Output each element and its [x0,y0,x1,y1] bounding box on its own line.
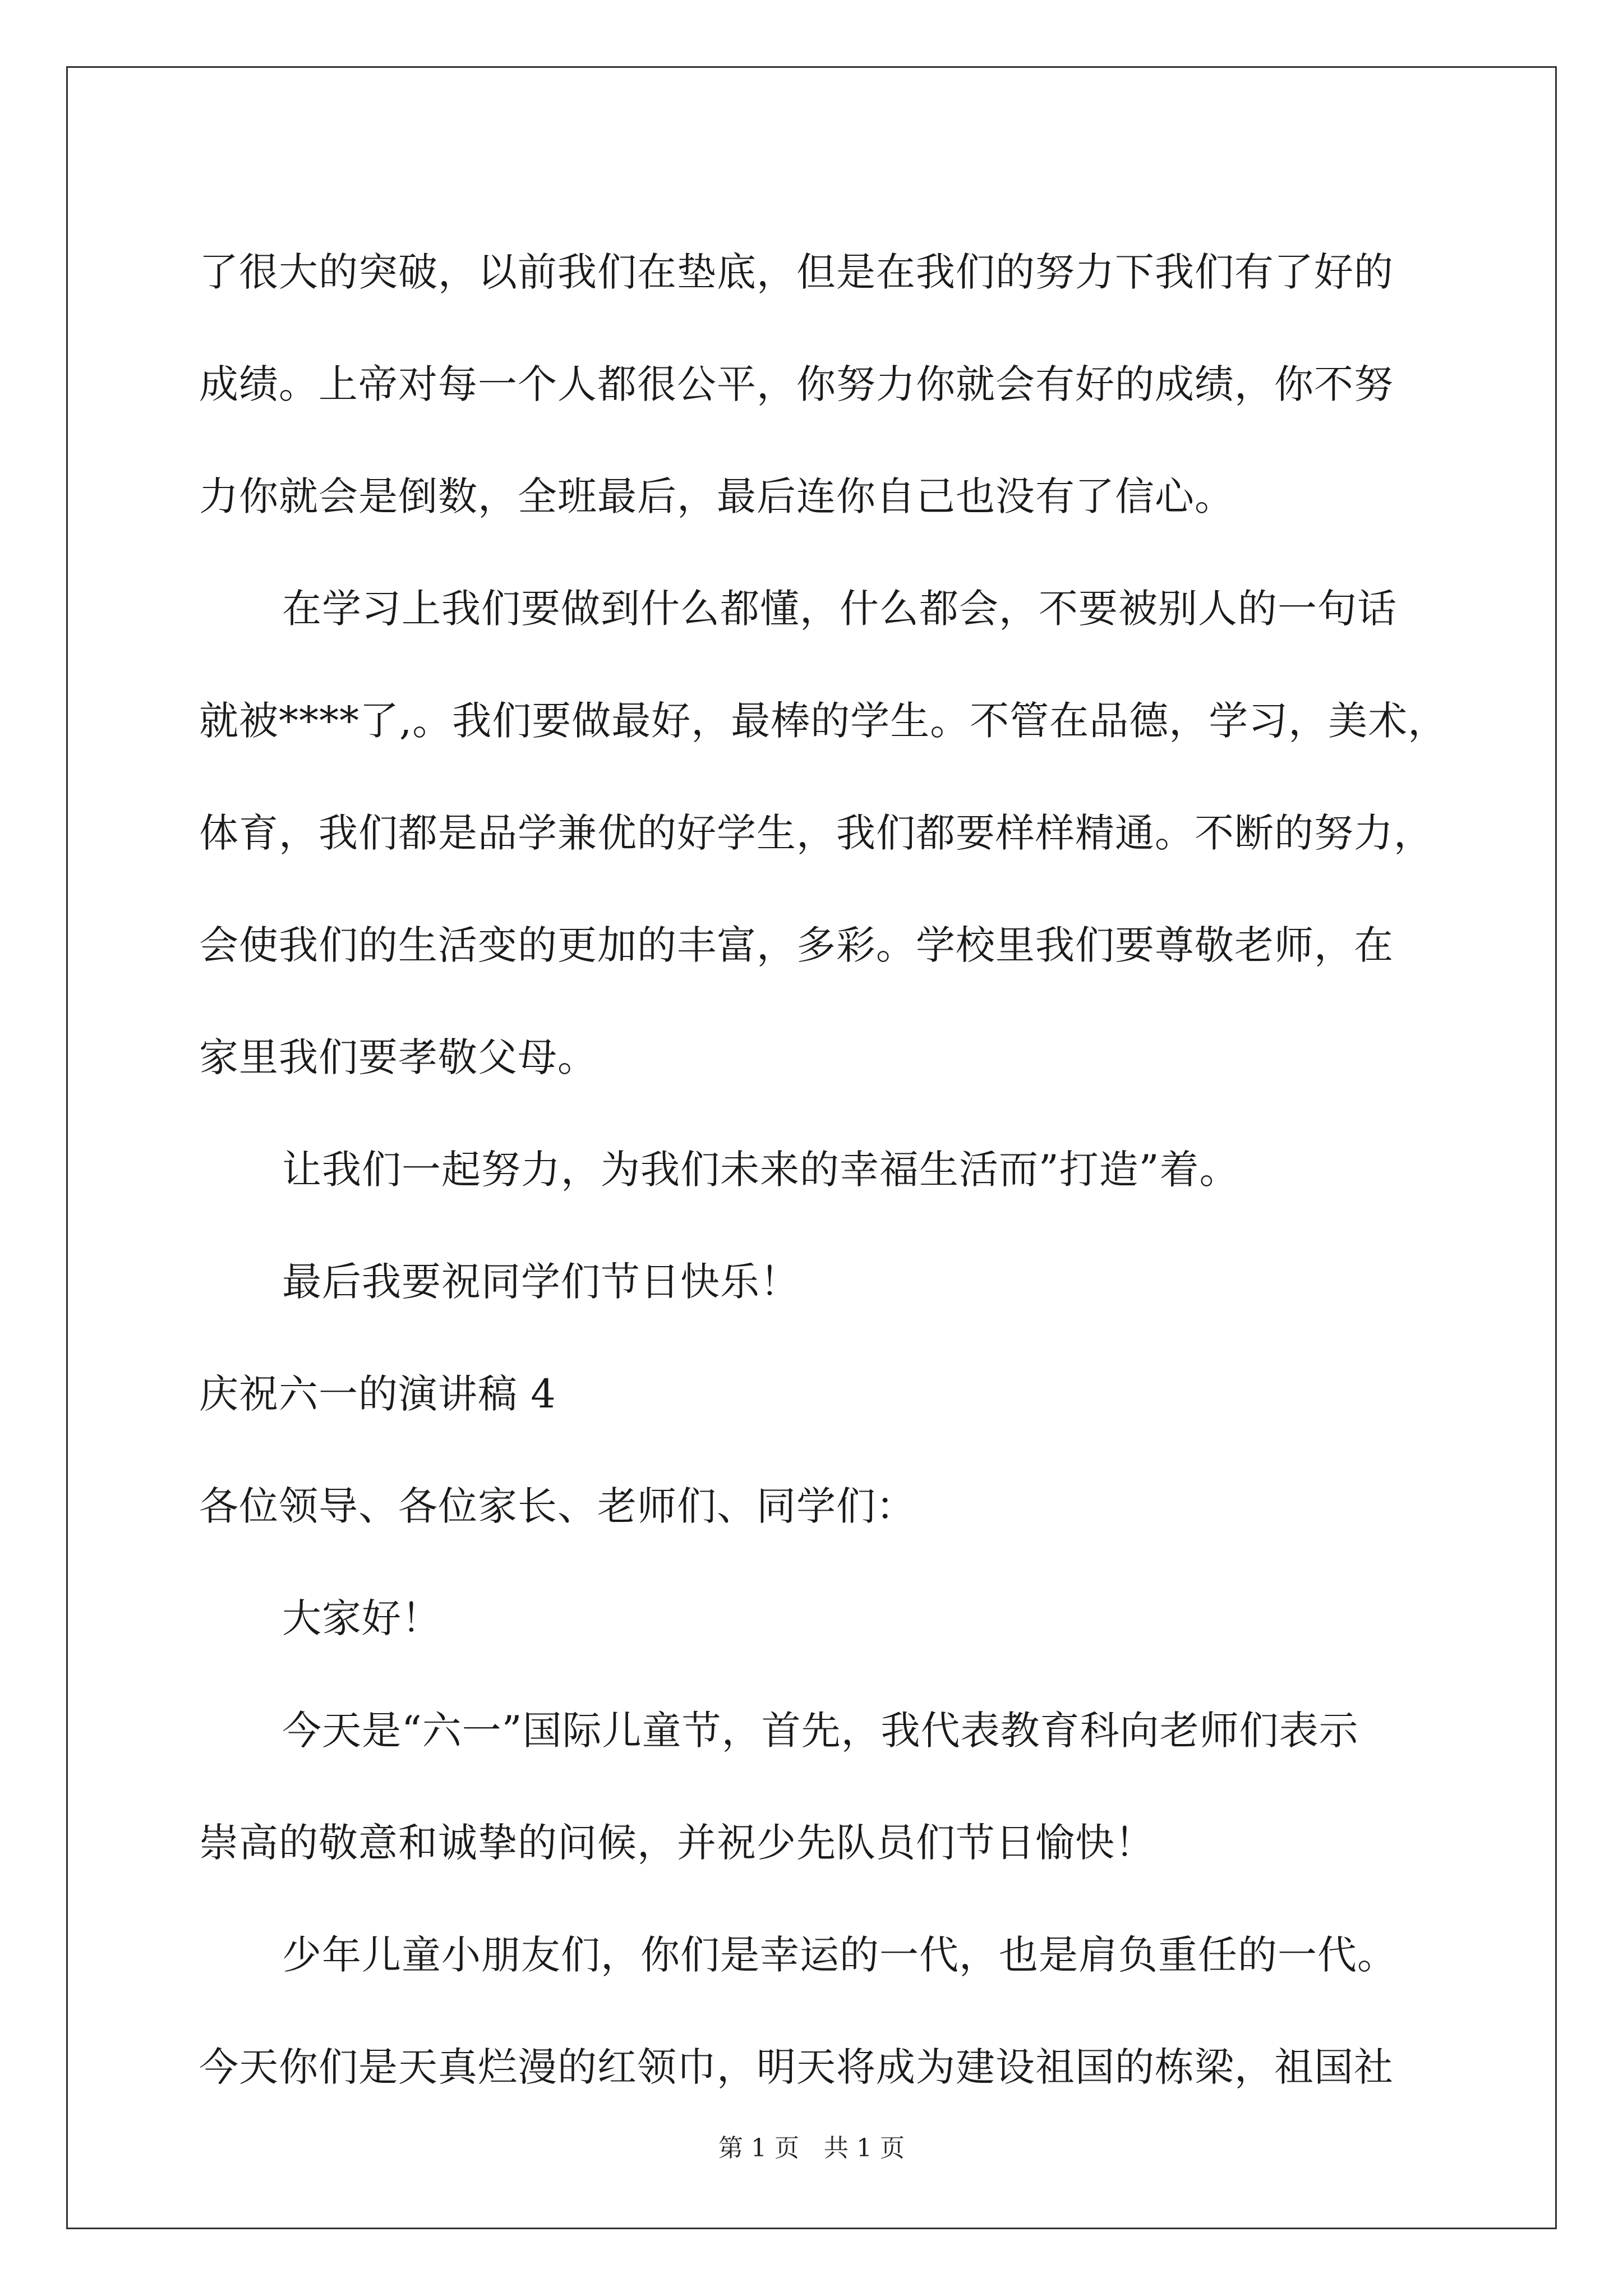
paragraph-start-line: 最后我要祝同学们节日快乐！ [282,1259,800,1305]
text-line: 崇高的敬意和诚挚的问候，并祝少先队员们节日愉快！ [199,1820,1155,1866]
text-line: 家里我们要孝敬父母。 [199,1034,597,1080]
text-line: 成绩。上帝对每一个人都很公平，你努力你就会有好的成绩，你不努 [199,361,1394,407]
text-line: 了很大的突破，以前我们在垫底，但是在我们的努力下我们有了好的 [199,249,1394,295]
text-line: 今天你们是天真烂漫的红领巾，明天将成为建设祖国的栋梁，祖国社 [199,2044,1394,2090]
document-body [199,216,1448,2123]
text-line: 体育，我们都是品学兼优的好学生，我们都要样样精通。不断的努力， [199,810,1433,856]
paragraph-start-line: 在学习上我们要做到什么都懂，什么都会，不要被别人的一句话 [282,586,1397,632]
paragraph-start-line: 今天是“六一”国际儿童节，首先，我代表教育科向老师们表示 [282,1708,1359,1754]
text-line: 力你就会是倒数，全班最后，最后连你自己也没有了信心。 [199,473,1234,519]
salutation-line: 各位领导、各位家长、老师们、同学们： [199,1483,916,1529]
page-footer: 第 1 页 共 1 页 [718,2134,905,2162]
paragraph-start-line: 少年儿童小朋友们，你们是幸运的一代，也是肩负重任的一代。 [282,1932,1397,1978]
greeting-line: 大家好！ [282,1595,441,1641]
text-line: 会使我们的生活变的更加的丰富，多彩。学校里我们要尊敬老师，在 [199,922,1394,968]
paragraph-start-line: 让我们一起努力，为我们未来的幸福生活而”打造”着。 [282,1147,1239,1193]
text-line: 就被****了,。我们要做最好，最棒的学生。不管在品德，学习，美术， [199,698,1448,744]
section-heading: 庆祝六一的演讲稿 4 [199,1371,556,1417]
